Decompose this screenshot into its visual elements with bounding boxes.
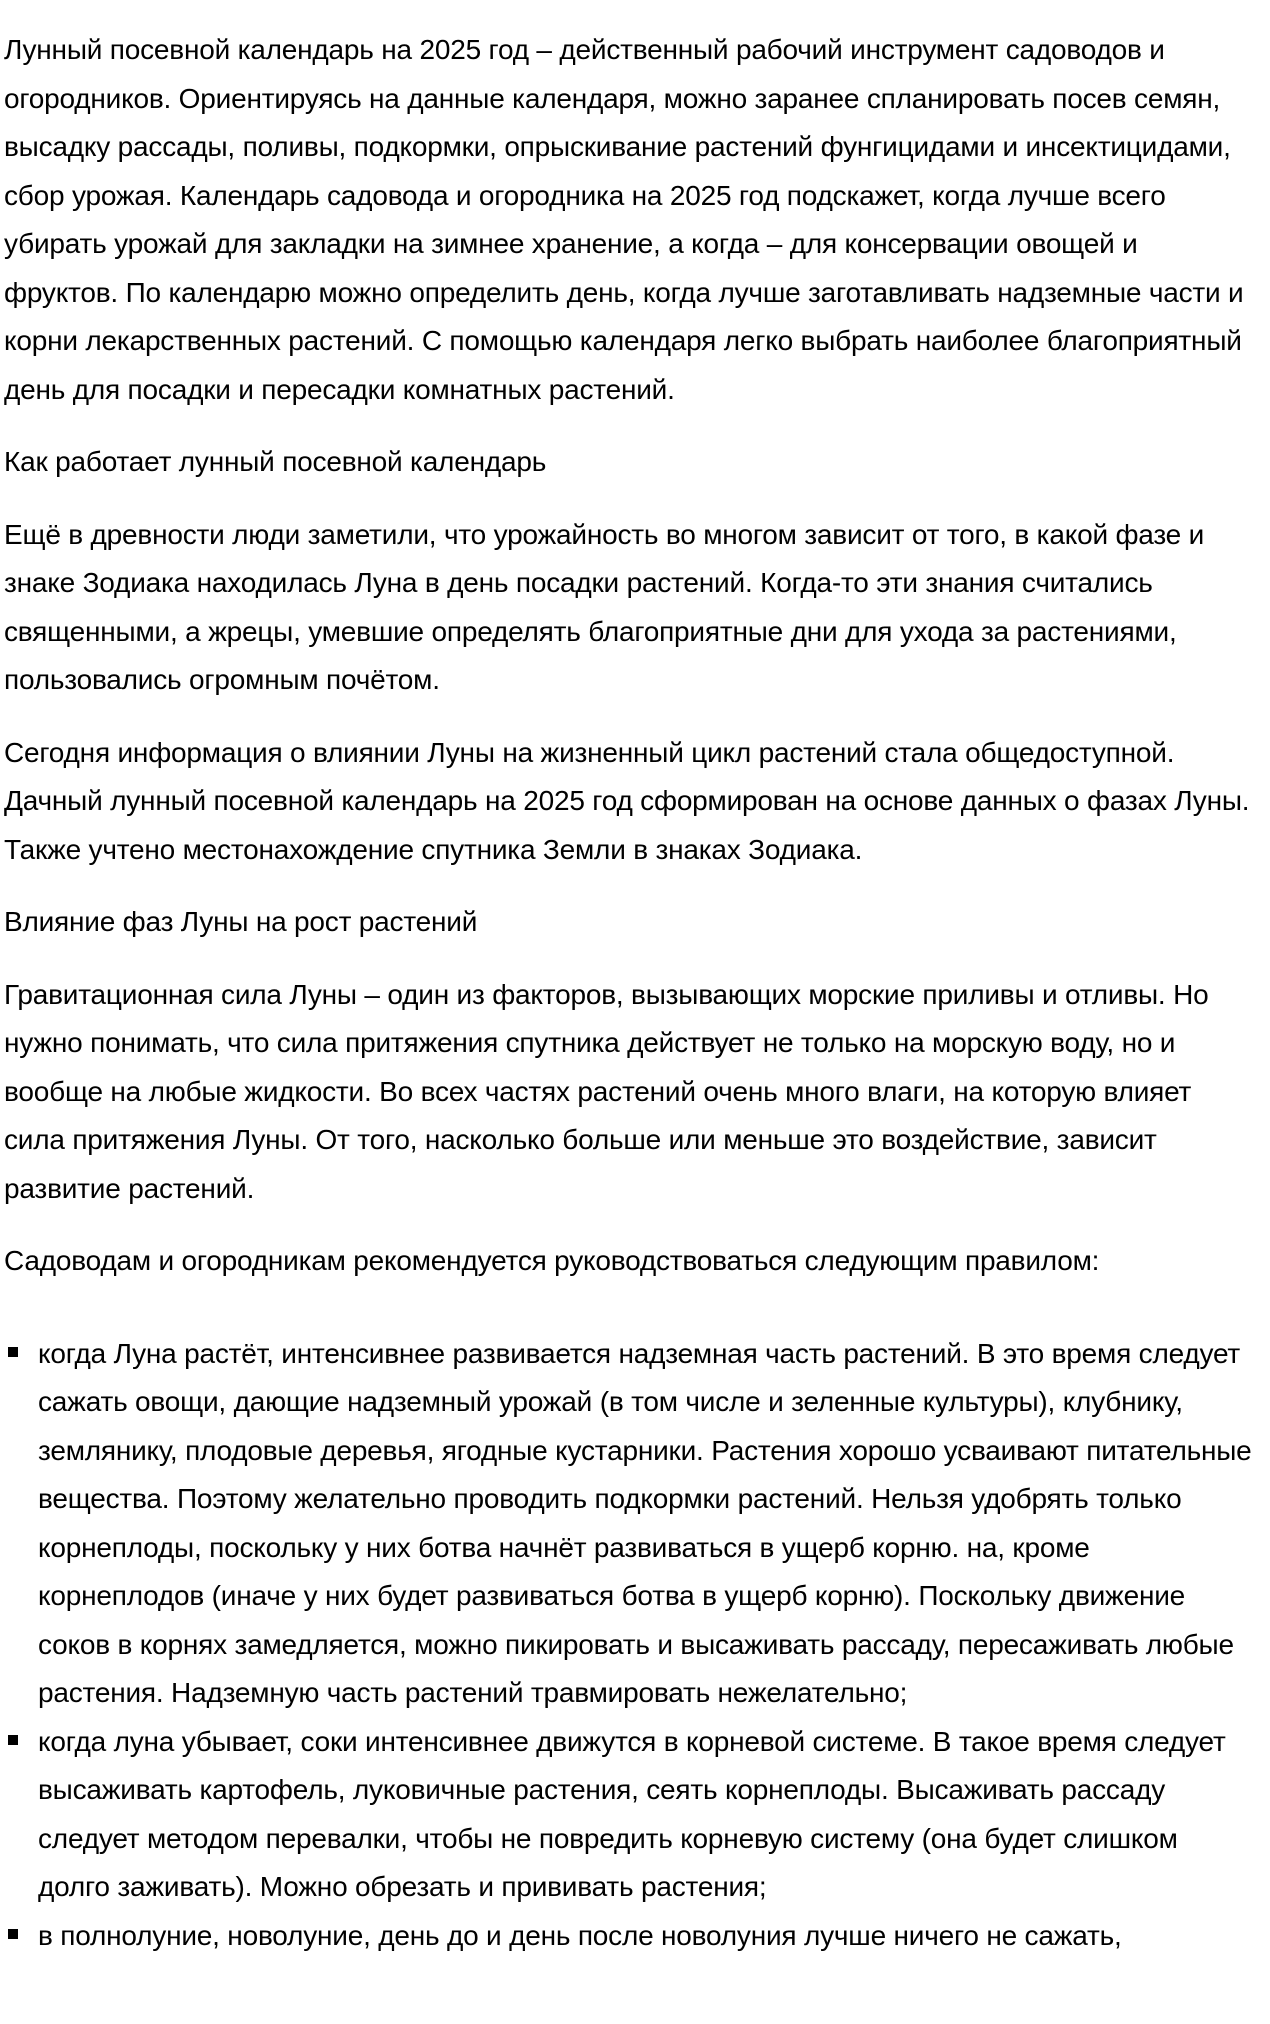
rule-item-text: когда Луна растёт, интенсивнее развивается надземная часть растений. В это время следует сажать овощи, дающие надземный урожай (в том числе и зеленные культуры), клубнику, землянику, плодовые деревья, ягодные кустарники. Растения хорошо усваивают питательные вещества. Поэтому желательно проводить подкормки растений. Нельзя удобрять только корнеплоды, поскольку у них ботва начнёт развиваться в ущерб корню. на, кроме корнеплодов (иначе у них будет развиваться ботва в ущерб корню). Поскольку движение соков в корнях замедляется, можно пикировать и высаживать рассаду, пересаживать любые растения. Надземную часть растений травмировать нежелательно; xyxy=(38,1337,1252,1708)
bullet-square-icon xyxy=(8,1347,18,1357)
section-heading-how-it-works: Как работает лунный посевной календарь xyxy=(4,446,547,477)
rule-item-text: когда луна убывает, соки интенсивнее движутся в корневой системе. В такое время следует высаживать картофель, луковичные растения, сеять корнеплоды. Высаживать рассаду следует методом перевалки, чтобы не повредить корневую систему (она будет слишком долго заживать). Можно обрезать и прививать растения; xyxy=(38,1725,1226,1902)
paragraph-gravity: Гравитационная сила Луны – один из факторов, вызывающих морские приливы и отливы. Но нужно понимать, что сила притяжения спутника действует не только на морскую воду, но и вообще на любые жидкости. Во всех частях растений очень много влаги, на которую влияет сила притяжения Луны. От того, насколько больше или меньше это воздействие, зависит развитие растений. xyxy=(4,978,1209,1204)
rule-item-full-new-moon xyxy=(4,1912,1252,1961)
bullet-square-icon xyxy=(8,1929,18,1939)
intro-paragraph: Лунный посевной календарь на 2025 год – действенный рабочий инструмент садоводов и огородников. Ориентируясь на данные календаря, можно заранее спланировать посев семян, высадку рассады, поливы, подкормки, опрыскивание растений фунгицидами и инсектицидами, сбор урожая. Календарь садовода и огородника на 2025 год подскажет, когда лучше всего убирать урожай для закладки на зимнее хранение, а когда – для консервации овощей и фруктов. По календарю можно определить день, когда лучше заготавливать надземные части и корни лекарственных растений. С помощью календаря легко выбрать наиболее благоприятный день для посадки и пересадки комнатных растений. xyxy=(4,34,1244,405)
rule-item-text: в полнолуние, новолуние, день до и день после новолуния лучше ничего не сажать, xyxy=(38,1919,1122,1951)
paragraph-calendar-basis: Сегодня информация о влиянии Луны на жизненный цикл растений стала общедоступной. Дачный лунный посевной календарь на 2025 год сформирован на основе данных о фазах Луны. Также учтено местонахождение спутника Земли в знаках Зодиака. xyxy=(4,736,1250,865)
paragraph-ancient-knowledge: Ещё в древности люди заметили, что урожайность во многом зависит от того, в какой фазе и знаке Зодиака находилась Луна в день посадки растений. Когда-то эти знания считались священными, а жрецы, умевшие определять благоприятные дни для ухода за растениями, пользовались огромным почётом. xyxy=(4,518,1205,695)
paragraph-rule-intro: Садоводам и огородникам рекомендуется руководствоваться следующим правилом: xyxy=(4,1245,1100,1276)
bullet-square-icon xyxy=(8,1735,18,1745)
rule-item-waning-moon xyxy=(4,1718,1252,1912)
section-heading-moon-phases-influence: Влияние фаз Луны на рост растений xyxy=(4,906,478,937)
rule-item-waxing-moon xyxy=(4,1330,1252,1718)
rules-list xyxy=(4,1330,1252,1961)
